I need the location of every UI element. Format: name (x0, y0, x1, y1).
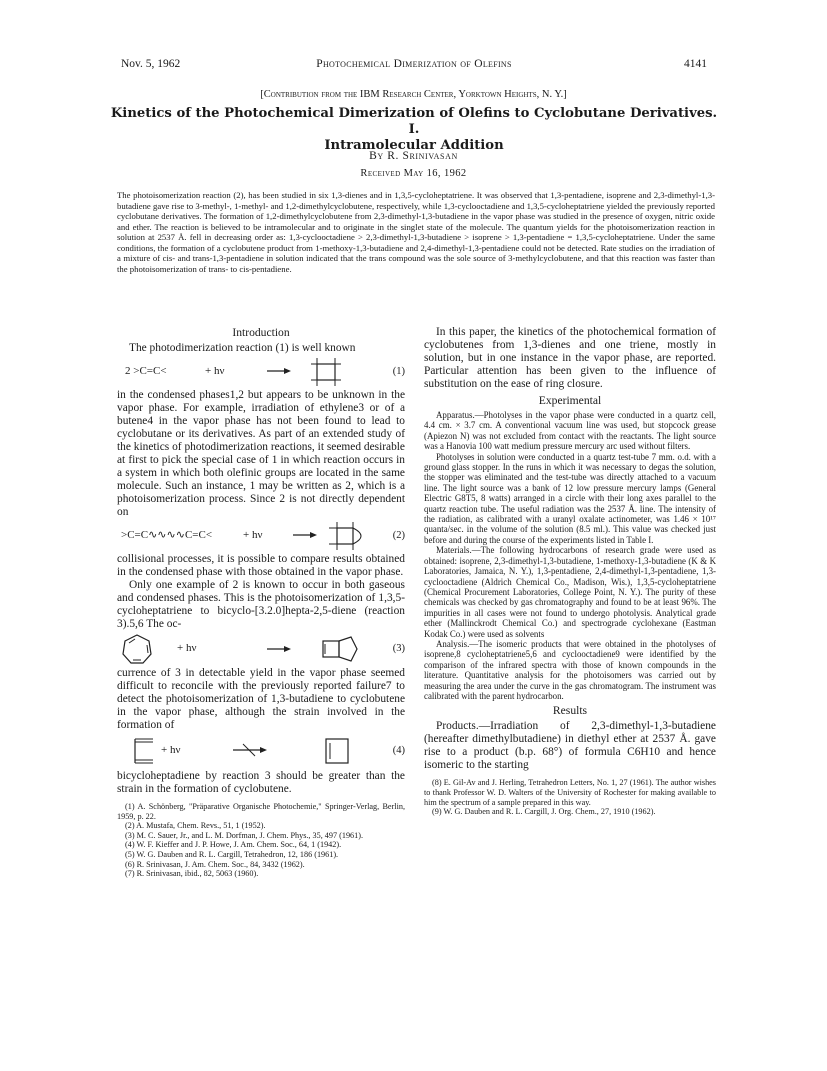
reaction-arrow-icon (267, 643, 291, 655)
eq4-light: + hν (161, 744, 181, 756)
article-title (108, 106, 720, 154)
title-line-2: Intramolecular Addition (324, 138, 504, 153)
footnote: (4) W. F. Kieffer and J. P. Howe, J. Am. Chem. Soc., 64, 1 (1942). (125, 840, 342, 850)
intro-paragraph-2: in the condensed phases1,2 but appears to be unknown in the vapor phase. For example, irradiation of ethylene3 or of a butene4 in the vapor phase has not been found to lead to cyclobutane or its derivatives. As part of an extended study of the kinetics of photodimerization reactions, it seemed desirable at first to pick the special case of 1 in which reaction occurs in a system in which both olefinic groups are located in the same molecule. Such an instance, 1 may be written as 2, which is a photoisomerization process. Since 2 is not directly dependent on (117, 389, 405, 518)
header-page-number: 4141 (684, 58, 707, 70)
results-heading: Results (552, 704, 588, 718)
eq4-number: (4) (392, 745, 405, 756)
abstract: The photoisomerization reaction (2), has been studied in six 1,3-dienes and in 1,3,5-cycloheptatriene. It was observed that 1,3-pentadiene, isoprene and 2,3-dimethyl-1,3-butadiene gave rise to 3-methyl-, 1-methyl- and 1,2-dimethylcyclobutene, respectively, while 1,3-cyclooctadiene and 1,3,5-cycloheptatriene yielded the previously reported cyclobutane derivatives. The formation of 1,2-dimethylcyclobutene from 2,3-dimethyl-1,3-butadiene in the vapor phase was studied in the presence of oxygen, nitric oxide and ether. The reaction is believed to be intramolecular and to originate in the singlet state of the molecule. The quantum yields for the photoisomerization reaction in solution at 2537 Å. fell in decreasing order as: 1,3-cyclooctadiene > 2,3-dimethyl-1,3-butadiene > isoprene > 1,3-pentadiene = 1,3,5-cycloheptatriene. Under the same conditions, the formation of a cyclobutene product from 1-methoxy-1,3-butadiene and 2,4-dimethyl-1,3-pentadiene could not be detected. Rate studies on the irradiation of a mixture of cis- and trans-1,3-pentadiene in solution indicated that the trans compound was the sole source of 3-methylcyclobutene, and that this reaction was faster than the photoisomerization of trans- to cis-pentadiene. (117, 190, 715, 274)
apparatus-paragraph: Apparatus.—Photolyses in the vapor phase were conducted in a quartz cell, 4.4 cm. × 3.7 cm. A conventional vacuum line was used, but stopcock grease (Apiezon N) was not excluded from contact with the reactants. The light source was a Hanovia 100 watt medium pressure mercury arc used without filters. (424, 410, 716, 452)
equation-4 (117, 732, 405, 770)
no-reaction-arrow-icon (233, 742, 269, 758)
right-footnotes (424, 778, 716, 816)
introduction-heading: Introduction (232, 326, 290, 339)
footnote: (3) M. C. Sauer, Jr., and L. M. Dorfman, J. Chem. Phys., 35, 497 (1961). (125, 830, 363, 840)
cyclobutene-structure-icon (323, 736, 351, 766)
footnote: (7) R. Srinivasan, ibid., 82, 5063 (1960). (125, 869, 259, 879)
equation-2 (117, 519, 405, 553)
footnote: (9) W. G. Dauben and R. L. Cargill, J. Org. Chem., 27, 1910 (1962). (432, 807, 656, 817)
author: By R. Srinivasan (369, 150, 458, 162)
left-footnotes (117, 802, 405, 879)
cyclobutane-structure-icon (307, 357, 347, 387)
header-date: Nov. 5, 1962 (121, 58, 181, 70)
title-line-1: Kinetics of the Photochemical Dimerization of Olefins to Cyclobutane Derivatives. I. (110, 106, 718, 137)
bicycloheptadiene-structure-icon (321, 635, 361, 663)
footnote: (8) E. Gil-Av and J. Herling, Tetrahedron Letters, No. 1, 27 (1961). The author wishes to thank Professor W. D. Walters of the University of Rochester for making available to him the spectrum of a sample prepared in this way. (424, 778, 716, 807)
cyclobutene-product-icon (325, 522, 375, 550)
intro-paragraph-3: collisional processes, it is possible to compare results obtained in the condensed phase with those obtained in the vapor phase. (117, 553, 405, 578)
intro-paragraph-right: In this paper, the kinetics of the photochemical formation of cyclobutenes from 1,3-dienes and one triene, mostly in solution, but in one instance in the vapor phase, are reported. Particular attention has been given to the influence of substitution on the ease of ring closure. (424, 326, 716, 390)
solution-photolysis-paragraph: Photolyses in solution were conducted in a quartz test-tube 7 mm. o.d. with a ground glass stopper. In the runs in which it was necessary to degas the solution, the stopper was eliminated and the test-tube was directly attached to a vacuum line. The light source was a bank of 12 low pressure mercury lamps (General Electric G8T5, 8 watts) arranged in a circle with their long axes parallel to the quartz reaction tube. The useful radiation was the 2537 Å. line. The intensity of the radiation, as calibrated with a uranyl oxalate actinometer, was 1.46 × 10¹⁷ quanta/sec. in the volume of the solution (8.5 ml.). This value was checked just before and during the course of the experiments listed in Table I. (424, 451, 716, 545)
materials-paragraph: Materials.—The following hydrocarbons of research grade were used as obtained: isoprene, 2,3-dimethyl-1,3-butadiene, 1-methoxy-1,3-butadiene (K & K Laboratories, Jamaica, N. Y.), 1,3-pentadiene, 2,4-dimethyl-1,3-pentadiene, 1,3-cyclooctadiene (Aldrich Chemical Co., Madison, Wis.), 1,3,5-cycloheptatriene (Chemical Procurement Laboratories, College Point, N. Y.). The purity of these chemicals was checked by gas chromatography and found to be at least 96%. The impurities in all cases were not found to undergo photolysis. Analytical grade ether (Mallinckrodt Chemical Co.) and spectrograde cyclohexane (Eastman Kodak Co.) were used as solvents (424, 545, 716, 639)
footnote: (2) A. Mustafa, Chem. Revs., 51, 1 (1952). (125, 821, 266, 831)
equation-3 (117, 631, 405, 667)
eq3-light: + hν (177, 642, 197, 654)
eq1-number: (1) (392, 366, 405, 377)
reaction-arrow-icon (293, 529, 317, 541)
intro-paragraph-5: currence of 3 in detectable yield in the vapor phase seemed difficult to reconcile with the previously reported failure7 to detect the photoisomerization of 1,3-butadiene to cyclobutene in the vapor phase, although the strain involved in the formation of (117, 667, 405, 731)
products-paragraph: Products.—Irradiation of 2,3-dimethyl-1,3-butadiene (hereafter dimethylbutadiene) in diethyl ether at 2537 Å. gave rise to a product (b.p. 68°) of formula C6H10 and hence isomeric to the starting (424, 720, 716, 772)
eq3-number: (3) (392, 643, 405, 654)
intro-paragraph-6: bicycloheptadiene by reaction 3 should be greater than the strain in the formation of cyclobutene. (117, 770, 405, 795)
received-date: Received May 16, 1962 (360, 168, 467, 179)
analysis-paragraph: Analysis.—The isomeric products that were obtained in the photolyses of isoprene,8 cycloheptatriene5,6 and cyclooctadiene9 were identified by the comparison of the infrared spectra with those of known compounds in the literature. Quantitative analysis for the photoisomers was carried out by measuring the area under the curve in the gas chromatogram. The instrument was calibrated with the parent hydrocarbon. (424, 638, 716, 701)
eq1-reactant: 2 >C=C< (125, 365, 167, 377)
header-running-title: Photochemical Dimerization of Olefins (316, 58, 512, 70)
eq2-light: + hν (243, 529, 263, 541)
intro-paragraph-4: Only one example of 2 is known to occur in both gaseous and condensed phases. This is the photoisomerization of 1,3,5-cycloheptatriene to bicyclo-[3.2.0]hepta-2,5-diene (reaction 3).5,6 The oc- (117, 579, 405, 630)
intro-paragraph-1: The photodimerization reaction (1) is well known (129, 342, 356, 354)
contribution-line: [Contribution from the IBM Research Center, Yorktown Heights, N. Y.] (260, 89, 567, 100)
footnote: (5) W. G. Dauben and R. L. Cargill, Tetrahedron, 12, 186 (1961). (125, 849, 339, 859)
reaction-arrow-icon (267, 365, 291, 377)
eq1-light: + hν (205, 365, 225, 377)
footnote: (6) R. Srinivasan, J. Am. Chem. Soc., 84, 3432 (1962). (125, 859, 305, 869)
experimental-heading: Experimental (538, 394, 602, 407)
left-column (117, 326, 405, 879)
cycloheptatriene-structure-icon (121, 633, 153, 665)
eq2-reactant: >C=C∿∿∿∿C=C< (121, 529, 213, 541)
eq2-number: (2) (392, 530, 405, 541)
footnote: (1) A. Schönberg, "Präparative Organische Photochemie," Springer-Verlag, Berlin, 1959, p. 22. (117, 802, 405, 821)
equation-1 (117, 355, 405, 389)
right-column (424, 326, 716, 817)
butadiene-structure-icon (131, 736, 157, 766)
